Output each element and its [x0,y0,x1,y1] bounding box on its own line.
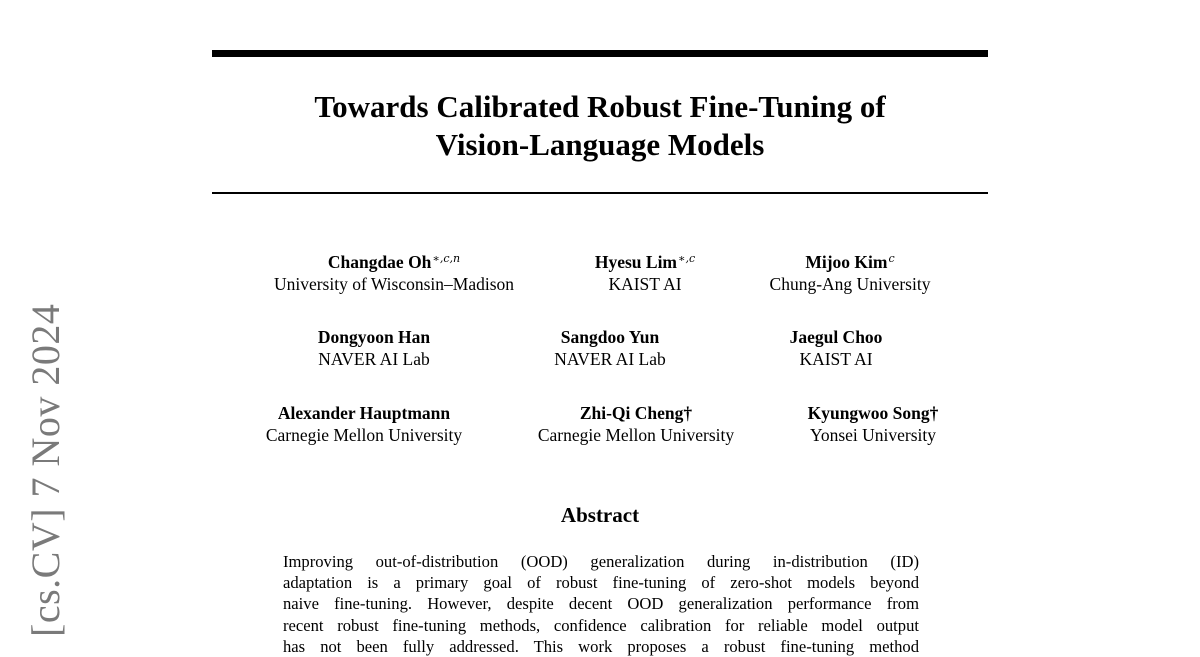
author-affiliation: NAVER AI Lab [554,349,666,369]
author-superscript: c [888,252,895,265]
author-affiliation: Carnegie Mellon University [537,425,735,445]
abstract-line: has not been fully addressed. This work proposes a robust fine-tuning method [283,636,919,656]
author-block [796,402,950,446]
author-affiliation: Carnegie Mellon University [265,425,463,445]
author-name: Alexander Hauptmann [277,403,451,423]
author-affiliation: KAIST AI [799,349,873,369]
author-name: Kyungwoo Song† [807,403,939,423]
abstract-line: recent robust fine-tuning methods, confidence calibration for reliable model output [283,615,919,635]
author-name: Hyesu Lim [594,252,678,272]
author-block [756,248,944,295]
author-affiliation: Chung-Ang University [769,274,931,294]
arxiv-side-stamp [23,303,70,637]
paper-title [212,88,988,164]
author-superscript: ∗,c [678,252,696,265]
author-superscript: ∗,c,n [432,252,461,265]
paper-title-line-2: Vision-Language Models [435,127,765,162]
author-name: Mijoo Kim [805,252,888,272]
arxiv-stamp-text: [cs.CV] 7 Nov 2024 [23,303,68,637]
abstract-body [283,551,919,657]
author-block [294,326,454,370]
author-block [574,248,716,295]
author-name: Zhi-Qi Cheng† [579,403,693,423]
title-bottom-rule [212,192,988,194]
author-affiliation: Yonsei University [809,425,937,445]
author-block [524,402,748,446]
author-block [530,326,690,370]
abstract-line: naive fine-tuning. However, despite decent OOD generalization performance from [283,594,919,614]
author-affiliation: NAVER AI Lab [318,349,430,369]
abstract-line: Improving out-of-distribution (OOD) generalization during in-distribution (ID) [283,552,919,571]
author-block [766,326,906,370]
title-top-rule [212,50,988,57]
author-block [252,402,476,446]
paper-title-line-1: Towards Calibrated Robust Fine-Tuning of [314,89,886,124]
abstract-heading: Abstract [560,503,640,527]
author-name: Jaegul Choo [789,327,883,347]
author-block [258,248,530,295]
author-affiliation: University of Wisconsin–Madison [273,274,515,294]
author-name: Dongyoon Han [317,327,431,347]
abstract-line: adaptation is a primary goal of robust fine-tuning of zero-shot models beyond [283,573,919,593]
author-affiliation: KAIST AI [608,274,682,294]
author-name: Changdae Oh [327,252,432,272]
author-name: Sangdoo Yun [560,327,660,347]
